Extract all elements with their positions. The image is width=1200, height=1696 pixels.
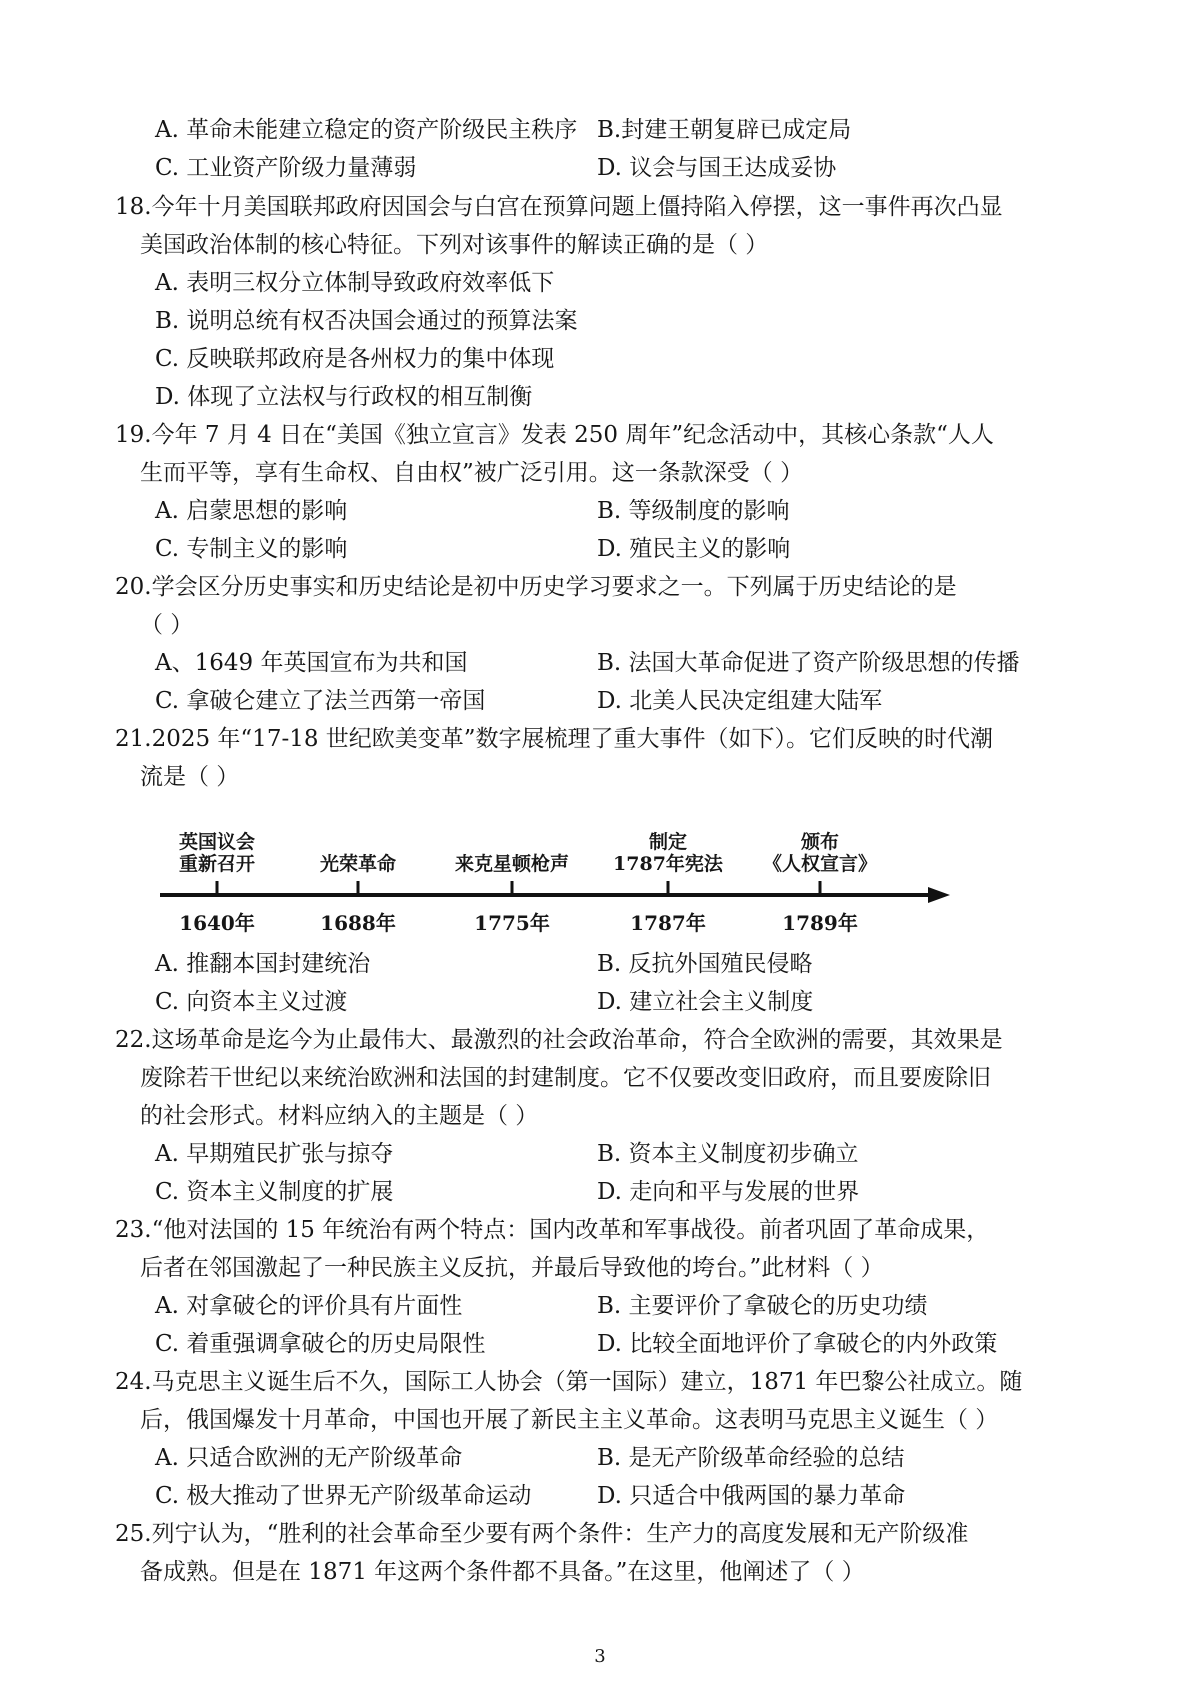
answer-option: B. 说明总统有权否决国会通过的预算法案 <box>155 308 578 334</box>
answer-option: A. 革命未能建立稳定的资产阶级民主秩序 <box>155 117 578 143</box>
answer-option: A. 对拿破仑的评价具有片面性 <box>155 1293 463 1319</box>
page-number: 3 <box>594 1646 606 1667</box>
timeline-event-label-line: 重新召开 <box>178 853 256 875</box>
timeline-arrow <box>928 887 950 903</box>
answer-option: C. 拿破仑建立了法兰西第一帝国 <box>155 688 486 714</box>
question-stem: 24.马克思主义诞生后不久，国际工人协会（第一国际）建立，1871 年巴黎公社成立。随 <box>115 1369 1023 1395</box>
timeline-event-label-line: 1787年宪法 <box>613 853 723 875</box>
answer-option: D. 建立社会主义制度 <box>597 989 814 1015</box>
answer-option: D. 只适合中俄两国的暴力革命 <box>597 1483 906 1509</box>
timeline-figure <box>160 815 950 940</box>
answer-option: A. 只适合欧洲的无产阶级革命 <box>155 1445 463 1471</box>
timeline-event-label <box>179 831 255 875</box>
answer-option: A. 早期殖民扩张与掠夺 <box>155 1141 394 1167</box>
timeline-event-label-line: 《人权宣言》 <box>762 853 878 875</box>
question-continuation: 后，俄国爆发十月革命，中国也开展了新民主主义革命。这表明马克思主义诞生（ ） <box>140 1407 999 1433</box>
timeline-event-label <box>613 831 723 875</box>
question-continuation: 备成熟。但是在 1871 年这两个条件都不具备。”在这里，他阐述了（ ） <box>140 1559 865 1585</box>
timeline-year: 1775年 <box>474 911 550 935</box>
answer-option: B. 资本主义制度初步确立 <box>597 1141 859 1167</box>
timeline-event-label-line: 来克星顿枪声 <box>454 853 570 875</box>
answer-option: D. 北美人民决定组建大陆军 <box>597 688 883 714</box>
answer-option: A、1649 年英国宣布为共和国 <box>155 650 468 676</box>
answer-option: D. 走向和平与发展的世界 <box>597 1179 860 1205</box>
question-continuation: 生而平等，享有生命权、自由权”被广泛引用。这一条款深受（ ） <box>140 460 804 486</box>
question-stem: 23.“他对法国的 15 年统治有两个特点：国内改革和军事战役。前者巩固了革命成果， <box>115 1217 990 1243</box>
answer-option: D. 殖民主义的影响 <box>597 536 791 562</box>
timeline-event-label-line: 颁布 <box>800 831 840 853</box>
timeline-event-label <box>763 831 877 875</box>
question-stem: 25.列宁认为，“胜利的社会革命至少要有两个条件：生产力的高度发展和无产阶级准 <box>115 1521 969 1547</box>
answer-option: C. 资本主义制度的扩展 <box>155 1179 394 1205</box>
answer-option: B. 反抗外国殖民侵略 <box>597 951 813 977</box>
answer-option: C. 专制主义的影响 <box>155 536 348 562</box>
question-continuation: 的社会形式。材料应纳入的主题是（ ） <box>140 1103 539 1129</box>
timeline-event-label-line: 英国议会 <box>178 831 256 853</box>
question-stem: 21.2025 年“17-18 世纪欧美变革”数字展梳理了重大事件（如下）。它们反映的时代潮 <box>115 726 994 752</box>
answer-option: C. 极大推动了世界无产阶级革命运动 <box>155 1483 532 1509</box>
timeline-event-label-line: 光荣革命 <box>319 853 397 875</box>
answer-option: A. 推翻本国封建统治 <box>155 951 371 977</box>
answer-option: A. 表明三权分立体制导致政府效率低下 <box>155 270 555 296</box>
question-continuation: 美国政治体制的核心特征。下列对该事件的解读正确的是（ ） <box>140 232 769 258</box>
answer-option: D. 比较全面地评价了拿破仑的内外政策 <box>597 1331 998 1357</box>
timeline-event-label-line: 制定 <box>648 831 688 853</box>
answer-option: C. 着重强调拿破仑的历史局限性 <box>155 1331 486 1357</box>
question-stem: 19.今年 7 月 4 日在“美国《独立宣言》发表 250 周年”纪念活动中，其核心条款“人人 <box>115 422 994 448</box>
timeline-year: 1688年 <box>320 911 396 935</box>
answer-option: B.封建王朝复辟已成定局 <box>597 117 852 143</box>
timeline-event-label <box>455 853 569 875</box>
timeline-event-label <box>320 853 396 875</box>
answer-option: C. 工业资产阶级力量薄弱 <box>155 155 417 181</box>
question-continuation: 后者在邻国激起了一种民族主义反抗，并最后导致他的垮台。”此材料（ ） <box>140 1255 884 1281</box>
question-continuation: （ ） <box>140 612 194 638</box>
answer-option: D. 议会与国王达成妥协 <box>597 155 837 181</box>
answer-option: D. 体现了立法权与行政权的相互制衡 <box>155 384 533 410</box>
question-continuation: 流是（ ） <box>140 764 240 790</box>
question-stem: 20.学会区分历史事实和历史结论是初中历史学习要求之一。下列属于历史结论的是 <box>115 574 957 600</box>
answer-option: B. 是无产阶级革命经验的总结 <box>597 1445 905 1471</box>
timeline-year: 1787年 <box>630 911 706 935</box>
question-continuation: 废除若干世纪以来统治欧洲和法国的封建制度。它不仅要改变旧政府，而且要废除旧 <box>140 1065 991 1091</box>
timeline-year: 1640年 <box>179 911 255 935</box>
answer-option: A. 启蒙思想的影响 <box>155 498 348 524</box>
answer-option: B. 主要评价了拿破仑的历史功绩 <box>597 1293 928 1319</box>
answer-option: B. 法国大革命促进了资产阶级思想的传播 <box>597 650 1020 676</box>
question-stem: 18.今年十月美国联邦政府因国会与白宫在预算问题上僵持陷入停摆，这一事件再次凸显 <box>115 194 1003 220</box>
question-stem: 22.这场革命是迄今为止最伟大、最激烈的社会政治革命，符合全欧洲的需要，其效果是 <box>115 1027 1003 1053</box>
answer-option: C. 反映联邦政府是各州权力的集中体现 <box>155 346 555 372</box>
answer-option: C. 向资本主义过渡 <box>155 989 348 1015</box>
answer-option: B. 等级制度的影响 <box>597 498 790 524</box>
timeline-year: 1789年 <box>782 911 858 935</box>
